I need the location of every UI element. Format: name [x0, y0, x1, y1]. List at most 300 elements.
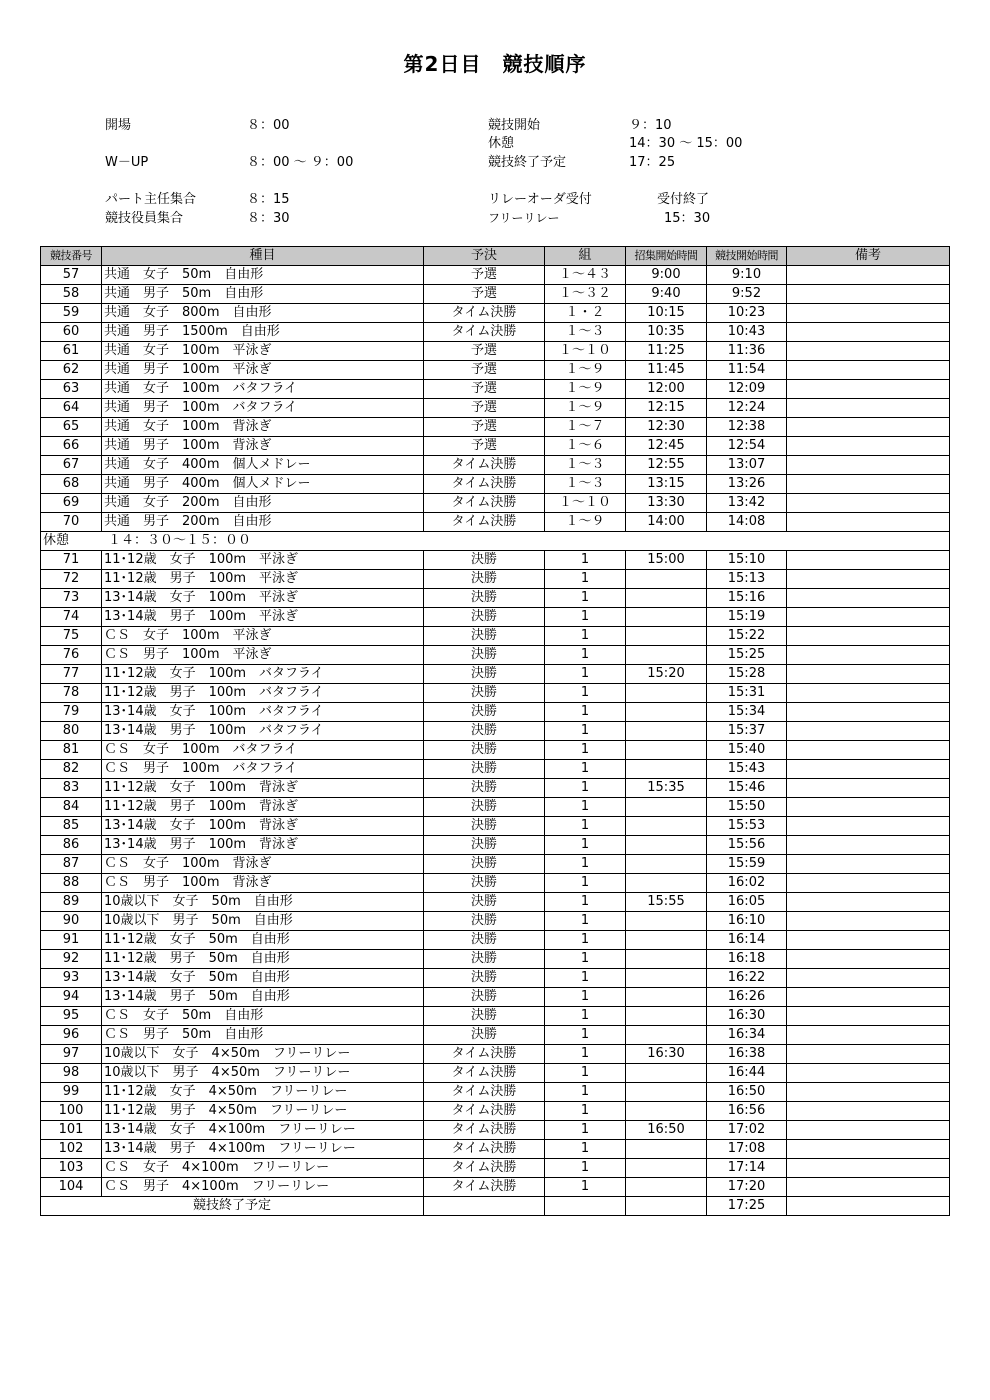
round-cell: タイム決勝 — [424, 475, 545, 494]
heats-cell: １～４３ — [545, 266, 626, 285]
heats-cell: １～３ — [545, 456, 626, 475]
event-name-cell: ＣＳ 男子 4×100m フリーリレー — [102, 1178, 424, 1197]
event-name-cell: 共通 女子 100m バタフライ — [102, 380, 424, 399]
start-time-cell: 15:37 — [707, 722, 787, 741]
start-time-cell: 16:30 — [707, 1007, 787, 1026]
start-time-cell: 15:28 — [707, 665, 787, 684]
round-cell: 決勝 — [424, 798, 545, 817]
event-number-cell: 59 — [41, 304, 102, 323]
end-empty-notes — [787, 1197, 950, 1216]
start-time-cell: 16:34 — [707, 1026, 787, 1045]
round-cell: 決勝 — [424, 570, 545, 589]
start-time-cell: 16:10 — [707, 912, 787, 931]
round-cell: 決勝 — [424, 931, 545, 950]
event-name-cell: 13･14歳 男子 50m 自由形 — [102, 988, 424, 1007]
call-time-cell: 9:40 — [626, 285, 707, 304]
table-row — [41, 513, 950, 532]
header-call-time: 招集開始時間 — [626, 247, 707, 266]
header-event-number: 競技番号 — [41, 247, 102, 266]
info-value-end: 17：25 — [629, 155, 676, 170]
start-time-cell: 17:02 — [707, 1121, 787, 1140]
table-row — [41, 475, 950, 494]
heats-cell: 1 — [545, 589, 626, 608]
call-time-cell — [626, 874, 707, 893]
table-row — [41, 1178, 950, 1197]
table-row — [41, 950, 950, 969]
start-time-cell: 12:09 — [707, 380, 787, 399]
event-number-cell: 97 — [41, 1045, 102, 1064]
round-cell: 決勝 — [424, 741, 545, 760]
call-time-cell — [626, 950, 707, 969]
event-name-cell: 13･14歳 女子 50m 自由形 — [102, 969, 424, 988]
notes-cell — [787, 722, 950, 741]
round-cell: 決勝 — [424, 855, 545, 874]
table-row — [41, 988, 950, 1007]
event-name-cell: ＣＳ 男子 50m 自由形 — [102, 1026, 424, 1045]
table-row — [41, 380, 950, 399]
event-number-cell: 87 — [41, 855, 102, 874]
event-number-cell: 100 — [41, 1102, 102, 1121]
round-cell: タイム決勝 — [424, 456, 545, 475]
event-number-cell: 77 — [41, 665, 102, 684]
table-row — [41, 608, 950, 627]
table-row — [41, 1007, 950, 1026]
start-time-cell: 16:05 — [707, 893, 787, 912]
notes-cell — [787, 874, 950, 893]
notes-cell — [787, 513, 950, 532]
heats-cell: １・２ — [545, 304, 626, 323]
heats-cell: １～３２ — [545, 285, 626, 304]
call-time-cell — [626, 627, 707, 646]
heats-cell: 1 — [545, 950, 626, 969]
end-time: 17:25 — [707, 1197, 787, 1216]
heats-cell: 1 — [545, 836, 626, 855]
call-time-cell: 11:45 — [626, 361, 707, 380]
table-row — [41, 912, 950, 931]
table-row — [41, 342, 950, 361]
start-time-cell: 16:22 — [707, 969, 787, 988]
notes-cell — [787, 627, 950, 646]
heats-cell: １～９ — [545, 513, 626, 532]
heats-cell: 1 — [545, 646, 626, 665]
round-cell: タイム決勝 — [424, 1064, 545, 1083]
event-name-cell: 11･12歳 女子 100m バタフライ — [102, 665, 424, 684]
event-number-cell: 85 — [41, 817, 102, 836]
table-body-heats — [41, 266, 950, 532]
round-cell: 決勝 — [424, 988, 545, 1007]
event-number-cell: 75 — [41, 627, 102, 646]
event-name-cell: 共通 女子 200m 自由形 — [102, 494, 424, 513]
end-empty-call — [626, 1197, 707, 1216]
end-empty-heats — [545, 1197, 626, 1216]
header-round: 予決 — [424, 247, 545, 266]
heats-cell: 1 — [545, 1007, 626, 1026]
start-time-cell: 17:14 — [707, 1159, 787, 1178]
event-name-cell: 11･12歳 女子 4×50m フリーリレー — [102, 1083, 424, 1102]
event-name-cell: 共通 男子 100m 背泳ぎ — [102, 437, 424, 456]
event-name-cell: 13･14歳 女子 100m バタフライ — [102, 703, 424, 722]
info-value-officials: ８：30 — [247, 211, 290, 226]
heats-cell: 1 — [545, 627, 626, 646]
break-cell: 休憩 １４：３０～１５：００ — [41, 532, 950, 551]
round-cell: 決勝 — [424, 665, 545, 684]
table-row — [41, 855, 950, 874]
round-cell: 決勝 — [424, 551, 545, 570]
table-row — [41, 817, 950, 836]
round-cell: 決勝 — [424, 760, 545, 779]
heats-cell: 1 — [545, 798, 626, 817]
heats-cell: １～９ — [545, 380, 626, 399]
table-row — [41, 1026, 950, 1045]
heats-cell: 1 — [545, 1159, 626, 1178]
call-time-cell: 15:00 — [626, 551, 707, 570]
call-time-cell — [626, 931, 707, 950]
round-cell: 予選 — [424, 418, 545, 437]
event-number-cell: 98 — [41, 1064, 102, 1083]
heats-cell: 1 — [545, 703, 626, 722]
header-notes: 備考 — [787, 247, 950, 266]
call-time-cell — [626, 684, 707, 703]
event-number-cell: 57 — [41, 266, 102, 285]
heats-cell: 1 — [545, 893, 626, 912]
table-row — [41, 874, 950, 893]
call-time-cell — [626, 1102, 707, 1121]
event-name-cell: 10歳以下 女子 4×50m フリーリレー — [102, 1045, 424, 1064]
round-cell: 決勝 — [424, 874, 545, 893]
heats-cell: １～３ — [545, 475, 626, 494]
call-time-cell: 15:55 — [626, 893, 707, 912]
event-name-cell: ＣＳ 男子 100m 平泳ぎ — [102, 646, 424, 665]
event-number-cell: 101 — [41, 1121, 102, 1140]
table-row — [41, 456, 950, 475]
event-number-cell: 62 — [41, 361, 102, 380]
event-number-cell: 60 — [41, 323, 102, 342]
event-name-cell: 11･12歳 男子 100m 平泳ぎ — [102, 570, 424, 589]
call-time-cell — [626, 912, 707, 931]
event-number-cell: 69 — [41, 494, 102, 513]
start-time-cell: 11:54 — [707, 361, 787, 380]
notes-cell — [787, 551, 950, 570]
notes-cell — [787, 779, 950, 798]
round-cell: 決勝 — [424, 703, 545, 722]
table-row — [41, 1121, 950, 1140]
end-empty-round — [424, 1197, 545, 1216]
event-number-cell: 104 — [41, 1178, 102, 1197]
round-cell: 決勝 — [424, 646, 545, 665]
info-label-wup: W－UP — [105, 155, 149, 170]
event-number-cell: 92 — [41, 950, 102, 969]
round-cell: タイム決勝 — [424, 513, 545, 532]
event-number-cell: 81 — [41, 741, 102, 760]
table-row — [41, 760, 950, 779]
call-time-cell — [626, 589, 707, 608]
heats-cell: 1 — [545, 608, 626, 627]
notes-cell — [787, 931, 950, 950]
event-number-cell: 82 — [41, 760, 102, 779]
table-body-end — [41, 1197, 950, 1216]
call-time-cell: 13:15 — [626, 475, 707, 494]
info-label-officials: 競技役員集合 — [105, 211, 184, 226]
heats-cell: 1 — [545, 722, 626, 741]
call-time-cell: 12:30 — [626, 418, 707, 437]
start-time-cell: 16:02 — [707, 874, 787, 893]
call-time-cell — [626, 798, 707, 817]
event-name-cell: 13･14歳 男子 100m 平泳ぎ — [102, 608, 424, 627]
call-time-cell — [626, 703, 707, 722]
notes-cell — [787, 684, 950, 703]
event-number-cell: 61 — [41, 342, 102, 361]
start-time-cell: 13:26 — [707, 475, 787, 494]
event-number-cell: 68 — [41, 475, 102, 494]
event-name-cell: 共通 男子 50m 自由形 — [102, 285, 424, 304]
heats-cell: １～３ — [545, 323, 626, 342]
round-cell: タイム決勝 — [424, 1178, 545, 1197]
table-row — [41, 437, 950, 456]
call-time-cell: 12:00 — [626, 380, 707, 399]
notes-cell — [787, 1178, 950, 1197]
event-number-cell: 71 — [41, 551, 102, 570]
notes-cell — [787, 798, 950, 817]
event-name-cell: 共通 女子 50m 自由形 — [102, 266, 424, 285]
notes-cell — [787, 1083, 950, 1102]
notes-cell — [787, 817, 950, 836]
notes-cell — [787, 608, 950, 627]
event-number-cell: 63 — [41, 380, 102, 399]
event-number-cell: 74 — [41, 608, 102, 627]
notes-cell — [787, 285, 950, 304]
start-time-cell: 13:42 — [707, 494, 787, 513]
event-name-cell: 共通 男子 400m 個人メドレー — [102, 475, 424, 494]
event-number-cell: 73 — [41, 589, 102, 608]
start-time-cell: 15:22 — [707, 627, 787, 646]
heats-cell: 1 — [545, 912, 626, 931]
round-cell: タイム決勝 — [424, 1045, 545, 1064]
round-cell: 決勝 — [424, 608, 545, 627]
event-name-cell: 11･12歳 男子 4×50m フリーリレー — [102, 1102, 424, 1121]
event-number-cell: 79 — [41, 703, 102, 722]
table-row — [41, 399, 950, 418]
notes-cell — [787, 361, 950, 380]
event-number-cell: 86 — [41, 836, 102, 855]
start-time-cell: 15:19 — [707, 608, 787, 627]
table-row — [41, 722, 950, 741]
event-number-cell: 95 — [41, 1007, 102, 1026]
break-row — [41, 532, 950, 551]
start-time-cell: 17:08 — [707, 1140, 787, 1159]
start-time-cell: 12:38 — [707, 418, 787, 437]
heats-cell: 1 — [545, 1121, 626, 1140]
call-time-cell: 9:00 — [626, 266, 707, 285]
notes-cell — [787, 570, 950, 589]
start-time-cell: 15:13 — [707, 570, 787, 589]
event-name-cell: ＣＳ 男子 100m 背泳ぎ — [102, 874, 424, 893]
round-cell: 予選 — [424, 380, 545, 399]
call-time-cell — [626, 817, 707, 836]
notes-cell — [787, 1026, 950, 1045]
heats-cell: １～１０ — [545, 494, 626, 513]
notes-cell — [787, 855, 950, 874]
start-time-cell: 16:18 — [707, 950, 787, 969]
round-cell: タイム決勝 — [424, 1121, 545, 1140]
event-name-cell: ＣＳ 女子 100m 背泳ぎ — [102, 855, 424, 874]
notes-cell — [787, 646, 950, 665]
start-time-cell: 15:40 — [707, 741, 787, 760]
table-row — [41, 361, 950, 380]
start-time-cell: 15:53 — [707, 817, 787, 836]
table-row — [41, 1102, 950, 1121]
event-number-cell: 72 — [41, 570, 102, 589]
round-cell: 決勝 — [424, 779, 545, 798]
heats-cell: １～９ — [545, 361, 626, 380]
event-number-cell: 103 — [41, 1159, 102, 1178]
event-name-cell: 13･14歳 女子 4×100m フリーリレー — [102, 1121, 424, 1140]
event-name-cell: 13･14歳 女子 100m 背泳ぎ — [102, 817, 424, 836]
event-number-cell: 93 — [41, 969, 102, 988]
heats-cell: １～７ — [545, 418, 626, 437]
table-row — [41, 589, 950, 608]
start-time-cell: 15:56 — [707, 836, 787, 855]
call-time-cell: 13:30 — [626, 494, 707, 513]
notes-cell — [787, 1007, 950, 1026]
notes-cell — [787, 665, 950, 684]
info-label-open: 開場 — [105, 118, 132, 133]
heats-cell: 1 — [545, 551, 626, 570]
event-number-cell: 102 — [41, 1140, 102, 1159]
start-time-cell: 16:50 — [707, 1083, 787, 1102]
event-number-cell: 84 — [41, 798, 102, 817]
start-time-cell: 16:38 — [707, 1045, 787, 1064]
event-number-cell: 80 — [41, 722, 102, 741]
event-name-cell: 11･12歳 女子 100m 背泳ぎ — [102, 779, 424, 798]
event-name-cell: ＣＳ 男子 100m バタフライ — [102, 760, 424, 779]
schedule-table — [40, 246, 950, 1216]
start-time-cell: 15:59 — [707, 855, 787, 874]
info-value-wup: ８：00 ～ ９：00 — [247, 155, 354, 170]
event-name-cell: 13･14歳 男子 100m バタフライ — [102, 722, 424, 741]
start-time-cell: 11:36 — [707, 342, 787, 361]
round-cell: 決勝 — [424, 893, 545, 912]
notes-cell — [787, 1045, 950, 1064]
table-row — [41, 494, 950, 513]
header-heats: 組 — [545, 247, 626, 266]
table-row — [41, 285, 950, 304]
start-time-cell: 17:20 — [707, 1178, 787, 1197]
table-row — [41, 969, 950, 988]
call-time-cell — [626, 1026, 707, 1045]
info-label-start: 競技開始 — [488, 118, 541, 133]
event-number-cell: 88 — [41, 874, 102, 893]
info-label-relay-order: リレーオーダ受付 — [488, 192, 592, 207]
info-value-open: ８：00 — [247, 118, 290, 133]
event-number-cell: 83 — [41, 779, 102, 798]
info-value-break: 14：30 ～ 15：00 — [629, 136, 743, 151]
header-start-time: 競技開始時間 — [707, 247, 787, 266]
event-name-cell: 11･12歳 男子 100m 背泳ぎ — [102, 798, 424, 817]
call-time-cell — [626, 608, 707, 627]
start-time-cell: 16:56 — [707, 1102, 787, 1121]
start-time-cell: 15:10 — [707, 551, 787, 570]
call-time-cell: 12:55 — [626, 456, 707, 475]
call-time-cell: 11:25 — [626, 342, 707, 361]
table-row — [41, 266, 950, 285]
heats-cell: 1 — [545, 988, 626, 1007]
start-time-cell: 15:50 — [707, 798, 787, 817]
event-name-cell: 13･14歳 男子 4×100m フリーリレー — [102, 1140, 424, 1159]
call-time-cell — [626, 741, 707, 760]
round-cell: 決勝 — [424, 684, 545, 703]
event-name-cell: 11･12歳 女子 100m 平泳ぎ — [102, 551, 424, 570]
table-row — [41, 627, 950, 646]
info-value-relay-order: 受付終了 — [657, 192, 710, 207]
notes-cell — [787, 266, 950, 285]
table-row — [41, 570, 950, 589]
round-cell: タイム決勝 — [424, 304, 545, 323]
round-cell: 決勝 — [424, 1026, 545, 1045]
start-time-cell: 12:54 — [707, 437, 787, 456]
end-label: 競技終了予定 — [41, 1197, 424, 1216]
event-name-cell: 10歳以下 男子 50m 自由形 — [102, 912, 424, 931]
heats-cell: 1 — [545, 1178, 626, 1197]
call-time-cell — [626, 1083, 707, 1102]
event-name-cell: ＣＳ 女子 4×100m フリーリレー — [102, 1159, 424, 1178]
start-time-cell: 12:24 — [707, 399, 787, 418]
start-time-cell: 14:08 — [707, 513, 787, 532]
start-time-cell: 13:07 — [707, 456, 787, 475]
notes-cell — [787, 589, 950, 608]
table-row — [41, 893, 950, 912]
start-time-cell: 15:16 — [707, 589, 787, 608]
call-time-cell — [626, 760, 707, 779]
event-name-cell: 共通 男子 100m 平泳ぎ — [102, 361, 424, 380]
event-number-cell: 91 — [41, 931, 102, 950]
info-value-part-chief: ８：15 — [247, 192, 290, 207]
round-cell: タイム決勝 — [424, 323, 545, 342]
start-time-cell: 15:25 — [707, 646, 787, 665]
header-event: 種目 — [102, 247, 424, 266]
notes-cell — [787, 380, 950, 399]
heats-cell: 1 — [545, 855, 626, 874]
notes-cell — [787, 418, 950, 437]
notes-cell — [787, 760, 950, 779]
table-row — [41, 931, 950, 950]
heats-cell: 1 — [545, 1102, 626, 1121]
notes-cell — [787, 836, 950, 855]
heats-cell: １～１０ — [545, 342, 626, 361]
heats-cell: 1 — [545, 1140, 626, 1159]
info-value-free-relay: 15：30 — [664, 211, 711, 226]
event-name-cell: 11･12歳 男子 100m バタフライ — [102, 684, 424, 703]
event-name-cell: 共通 女子 100m 背泳ぎ — [102, 418, 424, 437]
round-cell: 予選 — [424, 285, 545, 304]
call-time-cell: 15:35 — [626, 779, 707, 798]
start-time-cell: 15:43 — [707, 760, 787, 779]
event-number-cell: 64 — [41, 399, 102, 418]
round-cell: 決勝 — [424, 912, 545, 931]
table-row — [41, 1140, 950, 1159]
round-cell: 決勝 — [424, 836, 545, 855]
heats-cell: 1 — [545, 874, 626, 893]
round-cell: タイム決勝 — [424, 494, 545, 513]
event-name-cell: 共通 女子 400m 個人メドレー — [102, 456, 424, 475]
heats-cell: 1 — [545, 665, 626, 684]
table-row — [41, 798, 950, 817]
heats-cell: 1 — [545, 969, 626, 988]
table-row — [41, 779, 950, 798]
heats-cell: 1 — [545, 931, 626, 950]
call-time-cell: 16:30 — [626, 1045, 707, 1064]
round-cell: タイム決勝 — [424, 1102, 545, 1121]
notes-cell — [787, 475, 950, 494]
